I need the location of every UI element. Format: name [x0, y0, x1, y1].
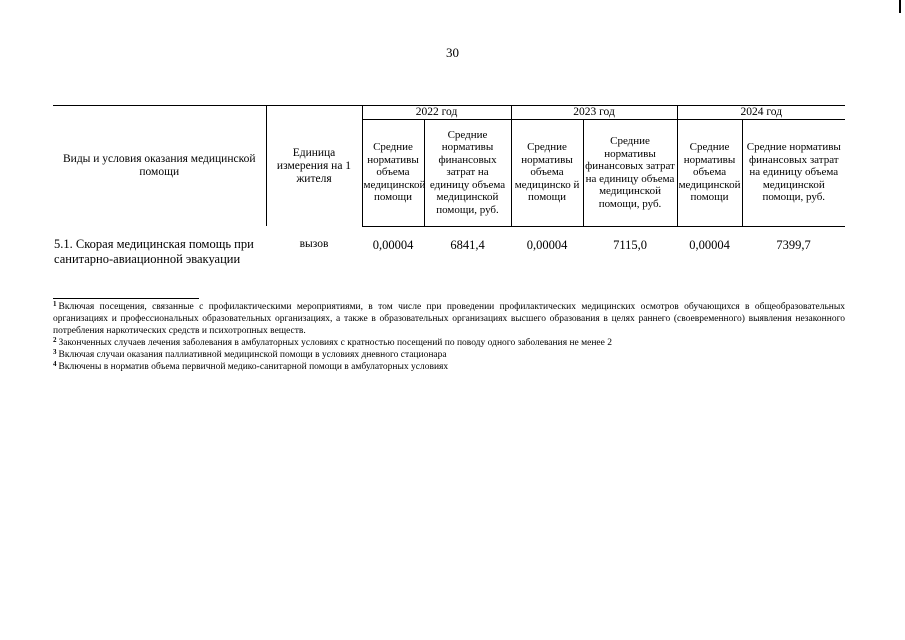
footnote-text: Включены в норматив объема первичной медико-санитарной помощи в амбулаторных условиях: [58, 362, 449, 372]
footnotes: [53, 301, 845, 373]
header-cost-2024: Средние нормативы финансовых затрат на единицу объема медицинской помощи, руб.: [742, 119, 845, 226]
footnote-text: Включая случаи оказания паллиативной медицинской помощи в условиях дневного стационара: [58, 350, 447, 360]
header-kind: Виды и условия оказания медицинской помощи: [53, 106, 266, 227]
header-volume-2023: Средние нормативы объема медицинско й помощи: [511, 119, 583, 226]
footnote-2: [53, 337, 845, 349]
value-cost-2022: 6841,4: [450, 237, 485, 252]
footnote-1: [53, 301, 845, 337]
scan-edge-mark: [899, 0, 901, 13]
footnote-mark: 2: [53, 336, 57, 344]
row-unit: вызов: [299, 238, 329, 250]
footnote-separator: [53, 298, 199, 299]
header-year-2022: 2022 год: [362, 106, 511, 120]
value-cost-2024: 7399,7: [776, 237, 811, 252]
header-year-2023: 2023 год: [511, 106, 677, 120]
footnote-4: [53, 361, 845, 373]
header-cost-2022: Средние нормативы финансовых затрат на единицу объема медицинской помощи, руб.: [424, 119, 511, 226]
page-number: 30: [446, 45, 459, 60]
footnote-mark: 3: [53, 348, 57, 356]
footnote-3: [53, 349, 845, 361]
value-volume-2022: 0,00004: [372, 237, 414, 252]
header-volume-2022: Средние нормативы объема медицинской помощи: [362, 119, 424, 226]
value-volume-2023: 0,00004: [526, 237, 568, 252]
header-year-2024: 2024 год: [677, 106, 845, 120]
footnote-text: Включая посещения, связанные с профилактическими мероприятиями, в том числе при проведении профилактических медицинских осмотров обучающихся в общеобразовательных организациях и профессиональных образовательных организациях, а также в образовательных организациях высшего образования в целях раннего (своевременного) выявления незаконного потребления наркотических средств и психотропных веществ.: [53, 302, 845, 336]
footnote-text: Законченных случаев лечения заболевания в амбулаторных условиях с кратностью посещений по поводу одного заболевания не менее 2: [58, 338, 612, 348]
value-volume-2024: 0,00004: [689, 237, 730, 252]
header-cost-2023: Средние нормативы финансовых затрат на единицу объема медицинской помощи, руб.: [583, 119, 677, 226]
row-kind: 5.1. Скорая медицинская помощь при санитарно-авиационной эвакуации: [54, 237, 254, 266]
footnote-mark: 1: [53, 300, 57, 308]
header-unit: Единица измерения на 1 жителя: [266, 106, 362, 227]
header-row-years: [53, 106, 845, 120]
table-row: [53, 226, 845, 267]
header-volume-2024: Средние нормативы объема медицинской помощи: [677, 119, 742, 226]
standards-table: [53, 105, 845, 267]
footnote-mark: 4: [53, 360, 57, 368]
value-cost-2023: 7115,0: [613, 237, 647, 252]
